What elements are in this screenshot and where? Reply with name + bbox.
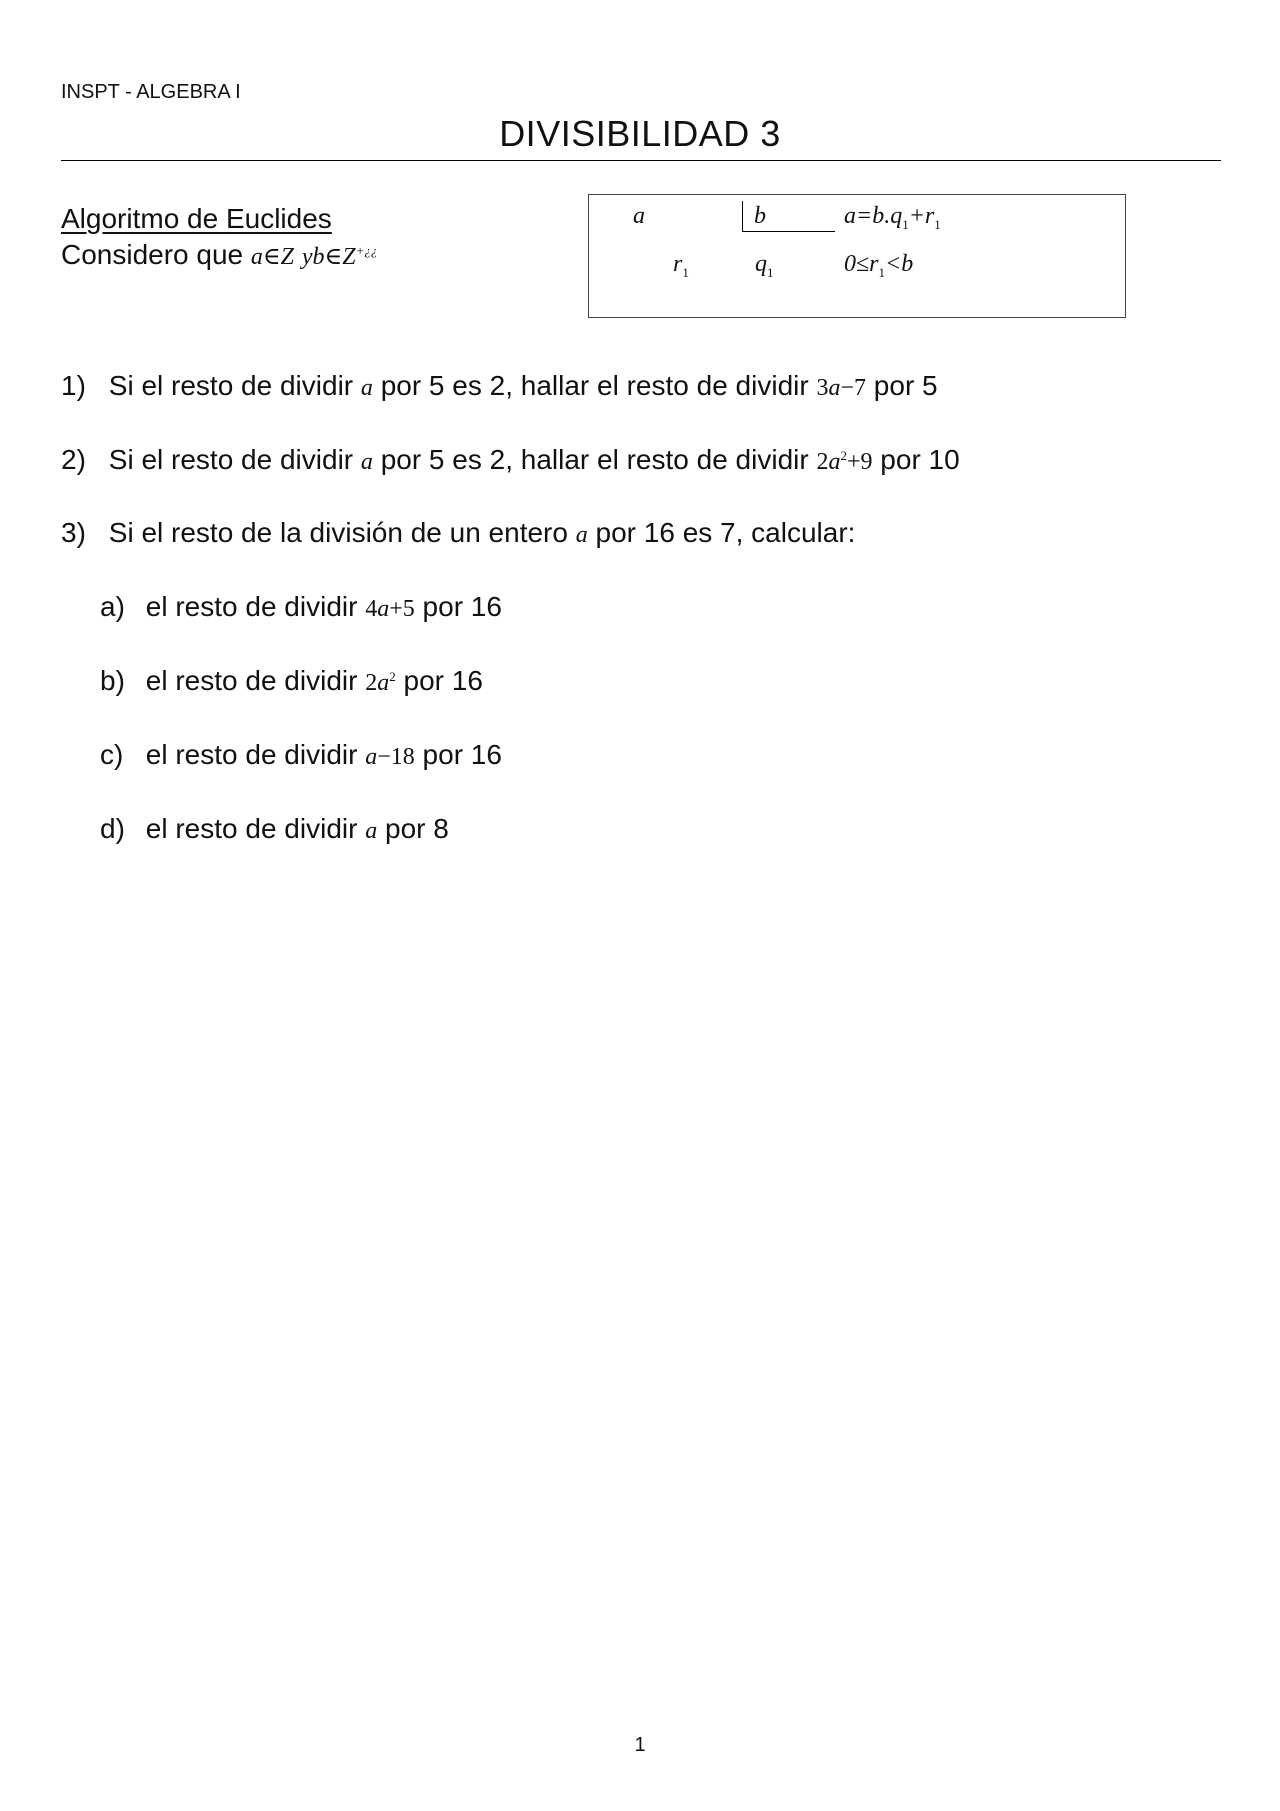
intro-math-b: b∈Z — [312, 244, 356, 270]
subitem-letter: b) — [100, 665, 125, 696]
remainder: $r_1$ — [673, 251, 689, 280]
intro-math-b-sup: +¿¿ — [355, 243, 378, 258]
subitem-letter: d) — [100, 813, 125, 844]
exercise-3: 3) Si el resto de la división de un entero a por 16 es 7, calcular: — [61, 517, 856, 548]
intro-line — [61, 239, 377, 271]
page-title: DIVISIBILIDAD 3 — [499, 113, 781, 154]
section-heading: Algoritmo de Euclides — [61, 203, 332, 234]
subitem-c: c) el resto de dividir a−18 por 16 — [100, 739, 502, 770]
dividend: a — [633, 203, 645, 229]
quotient: $q_1$ — [755, 251, 774, 280]
subitem-d: d) el resto de dividir a por 8 — [100, 813, 449, 844]
division-equation: $a=b.q_1+r_1$ — [844, 203, 941, 232]
exercise-number: 3) — [61, 517, 86, 548]
math-var: a — [360, 449, 373, 475]
title-divider — [61, 160, 1221, 161]
intro-math-a: a∈Z — [250, 244, 295, 270]
course-header: INSPT - ALGEBRA I — [61, 81, 241, 103]
math-var: a — [575, 522, 588, 548]
intro-text: Considero que — [61, 239, 244, 270]
euclid-algorithm-box — [588, 194, 1126, 318]
subitem-b: b) el resto de dividir $2a^2$ por 16 — [100, 665, 483, 696]
page-number: 1 — [634, 1734, 646, 1756]
exercise-2: 2) Si el resto de dividir a por 5 es 2, hallar el resto de dividir $2a^2+9$ por 10 — [61, 444, 960, 475]
intro-math-y: y — [301, 244, 313, 270]
subitem-a: a) el resto de dividir 4a+5 por 16 — [100, 591, 502, 622]
math-var: a — [360, 375, 373, 401]
subitem-letter: a) — [100, 591, 125, 622]
subitem-letter: c) — [100, 739, 124, 770]
divisor: b — [754, 203, 766, 229]
remainder-inequality: $0\le r_1<b$ — [844, 251, 914, 280]
exercise-number: 2) — [61, 444, 86, 475]
exercise-number: 1) — [61, 370, 86, 401]
exercise-1: 1) Si el resto de dividir a por 5 es 2, hallar el resto de dividir 3a−7 por 5 — [61, 370, 938, 401]
